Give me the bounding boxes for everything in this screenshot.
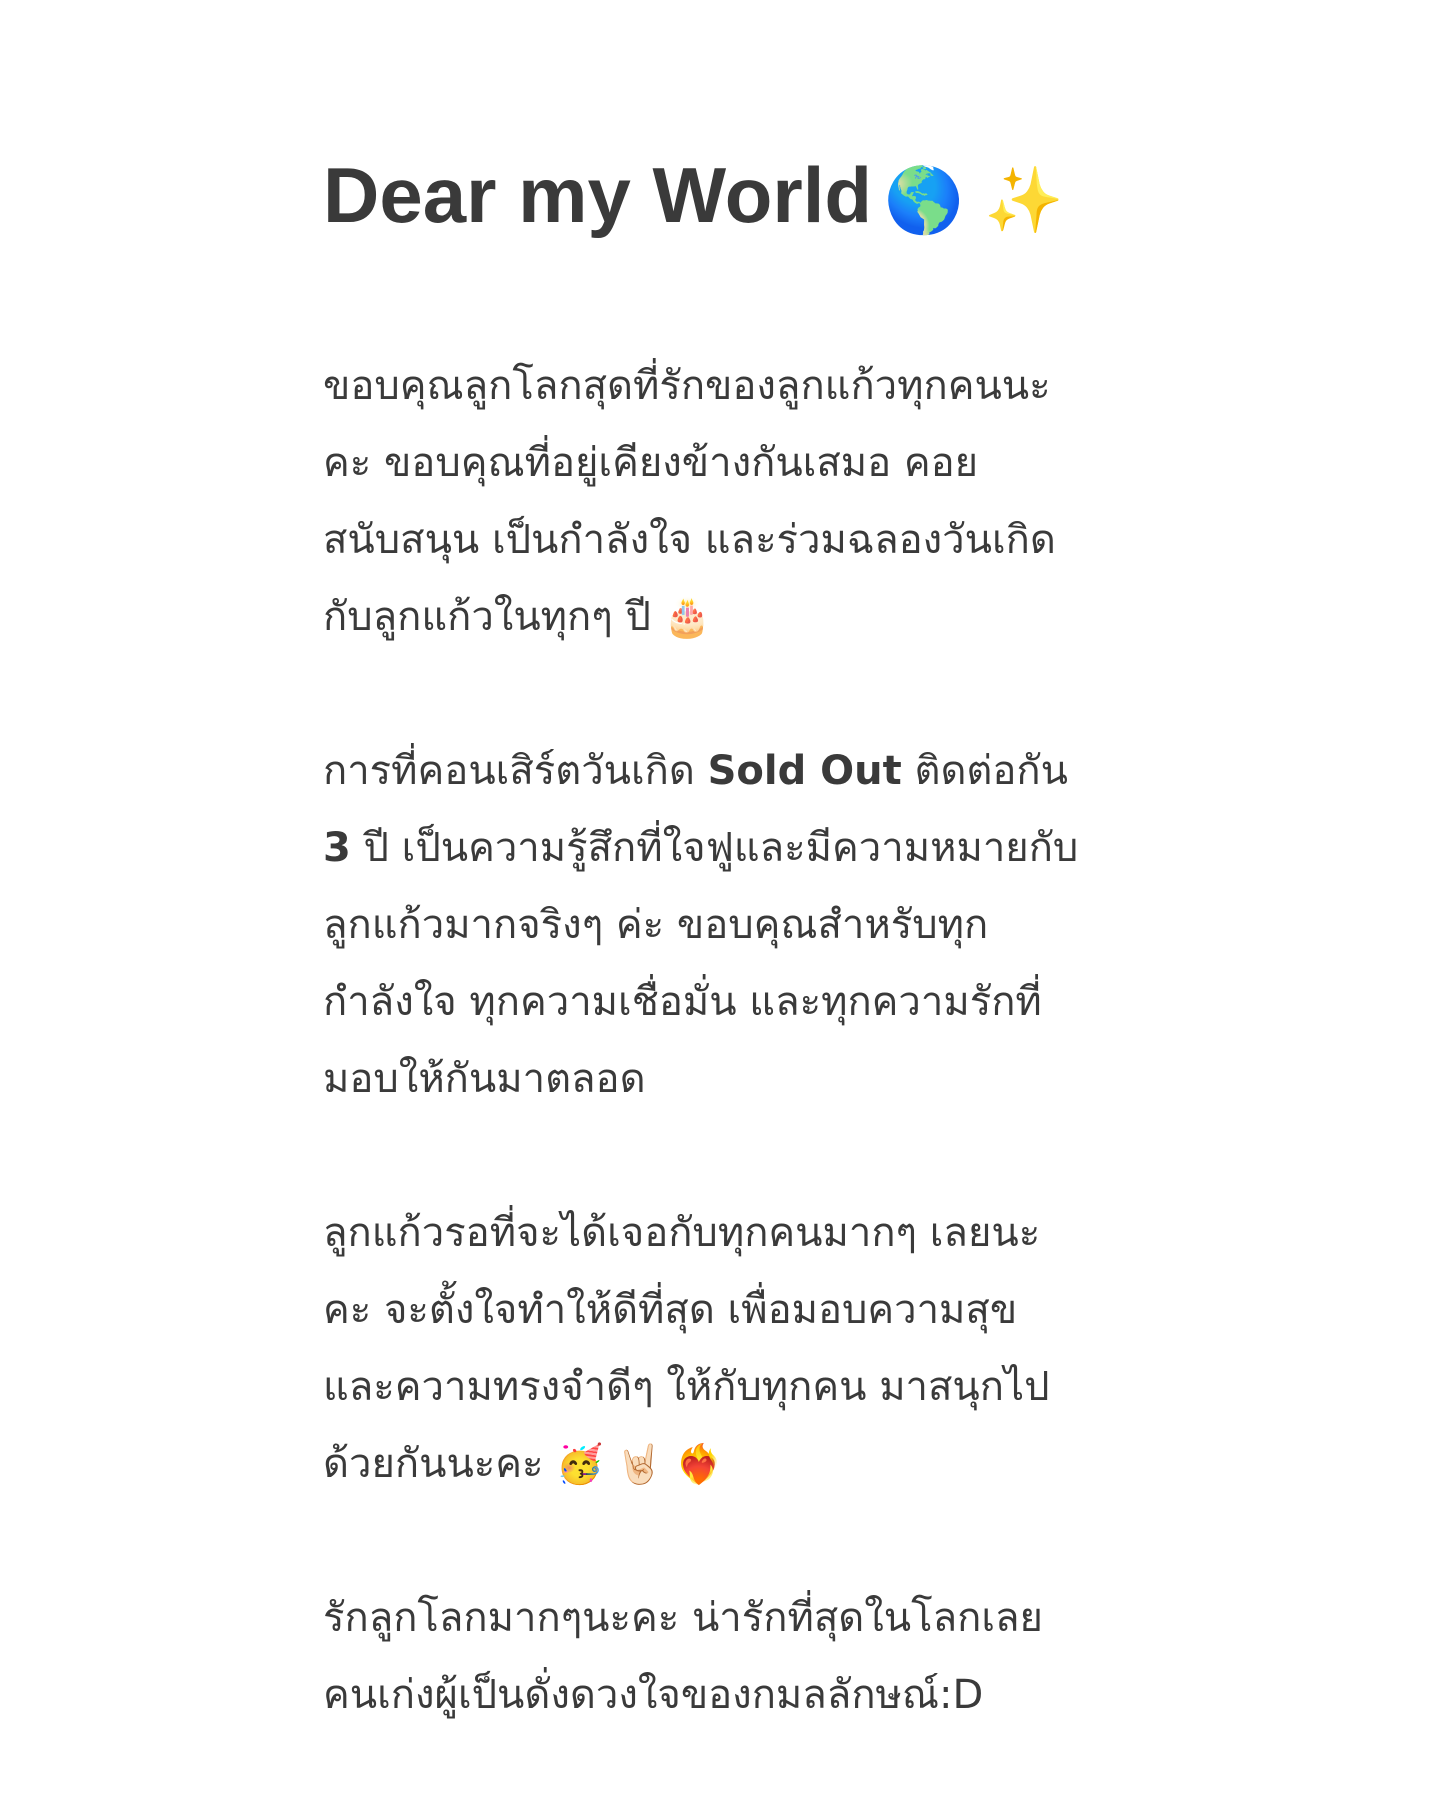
paragraph-line: คนเก่งผู้เป็นดั่งดวงใจของกมลลักษณ์:D: [323, 1672, 984, 1718]
sold-out-bold-text: Sold Out: [707, 748, 902, 794]
paragraph-line: [323, 579, 1183, 656]
paragraph-line: สนับสนุน เป็นกำลังใจ และร่วมฉลองวันเกิด: [323, 517, 1056, 563]
paragraph-line: คะ ขอบคุณที่อยู่เคียงข้างกันเสมอ คอย: [323, 440, 979, 486]
note-body: [323, 140, 1183, 1811]
party-rock-heart-icon: 🥳 🤘🏻 ❤️‍🔥: [556, 1442, 723, 1486]
paragraph-line: รักลูกโลกมากๆนะคะ น่ารักที่สุดในโลกเลย: [323, 1595, 1043, 1641]
paragraph-line: [323, 733, 1183, 810]
paragraph-line: ลูกแก้วรอที่จะได้เจอกับทุกคนมากๆ เลยนะ: [323, 1210, 1041, 1256]
years-bold-text: 3: [323, 825, 351, 871]
paragraph-line: คะ จะตั้งใจทำให้ดีที่สุด เพื่อมอบความสุข: [323, 1287, 1018, 1333]
globe-sparkles-icon: 🌎 ✨: [884, 164, 1064, 238]
paragraph-line-text: ติดต่อกัน: [901, 748, 1068, 794]
paragraph-line: [323, 1426, 1183, 1503]
paragraph-invite: [323, 1195, 1183, 1503]
paragraph-line: กำลังใจ ทุกความเชื่อมั่น และทุกความรักที่: [323, 979, 1042, 1025]
paragraph-line-text: การที่คอนเสิร์ตวันเกิด: [323, 748, 708, 794]
paragraph-line: ขอบคุณลูกโลกสุดที่รักของลูกแก้วทุกคนนะ: [323, 363, 1051, 409]
paragraph-line: ลูกแก้วมากจริงๆ ค่ะ ขอบคุณสำหรับทุก: [323, 902, 989, 948]
paragraph-line-text: ด้วยกันนะคะ: [323, 1441, 544, 1487]
birthday-cake-icon: 🎂: [663, 595, 711, 639]
paragraph-love: [323, 1580, 1183, 1734]
paragraph-thanks: [323, 348, 1183, 656]
note-title: [323, 140, 1183, 256]
paragraph-line: และความทรงจำดีๆ ให้กับทุกคน มาสนุกไป: [323, 1364, 1050, 1410]
paragraph-sold-out: [323, 733, 1183, 1118]
paragraph-line: มอบให้กันมาตลอด: [323, 1056, 646, 1102]
paragraph-line-text: ปี เป็นความรู้สึกที่ใจฟูและมีความหมายกับ: [350, 825, 1079, 871]
paragraph-line-text: กับลูกแก้วในทุกๆ ปี: [323, 594, 651, 640]
note-title-text: Dear my World: [323, 151, 873, 239]
paragraph-line: [323, 810, 1183, 887]
